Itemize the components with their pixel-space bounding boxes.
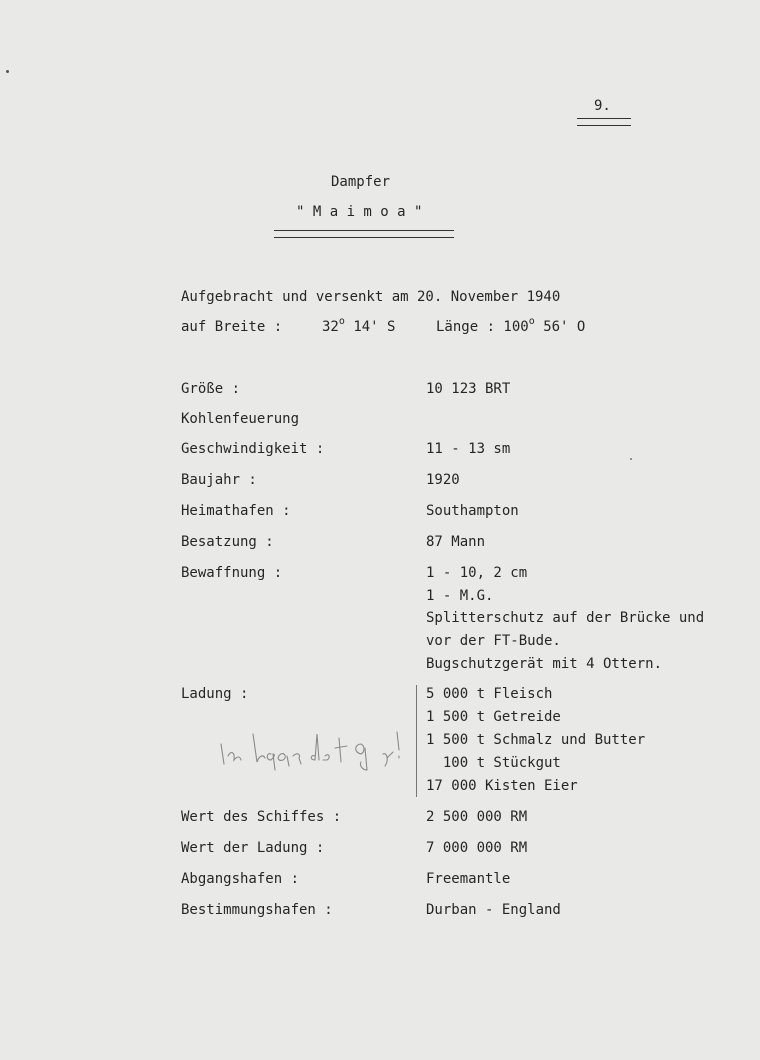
scan-speck [6,70,9,73]
bewaffnung-line: Bugschutzgerät mit 4 Ottern. [426,656,663,672]
handwritten-note-text: In Lager der Prof. [215,726,226,727]
detail-value: Freemantle [426,871,511,887]
bewaffnung-line: vor der FT-Bude. [426,633,561,649]
position-breite-label: auf Breite : [181,319,283,335]
ladung-line: 1 500 t Schmalz und Butter [426,732,646,748]
detail-label: Baujahr : [181,472,257,488]
laenge-label: Länge : 100 [436,319,529,335]
detail-value: 1920 [426,472,460,488]
breite-degree-mark: o [338,316,345,327]
ladung-bracket-line [416,685,417,797]
detail-label: Kohlenfeuerung [181,411,300,427]
detail-value: Durban - England [426,902,561,918]
ladung-line: 100 t Stückgut [426,755,561,771]
heading-vessel-type: Dampfer [331,174,391,190]
bewaffnung-line: 1 - 10, 2 cm [426,565,528,581]
detail-label: Geschwindigkeit : [181,441,325,457]
page-number: 9. [594,98,611,114]
ladung-label: Ladung : [181,686,249,702]
detail-value: 10 123 BRT [426,381,511,397]
position-laenge [436,316,586,337]
laenge-minutes: 56' O [543,319,586,335]
detail-value: 2 500 000 RM [426,809,528,825]
breite-degrees: 32 [322,319,339,335]
heading-vessel-name: " M a i m o a " [296,204,423,220]
detail-label: Heimathafen : [181,503,291,519]
detail-label: Besatzung : [181,534,274,550]
ladung-line: 1 500 t Getreide [426,709,561,725]
laenge-degree-mark: o [528,316,535,327]
detail-value: 11 - 13 sm [426,441,511,457]
position-breite-value [322,316,396,337]
breite-minutes: 14' S [353,319,396,335]
ladung-line: 17 000 Kisten Eier [426,778,578,794]
bewaffnung-label: Bewaffnung : [181,565,283,581]
handwritten-note [215,726,405,772]
detail-value: 87 Mann [426,534,486,550]
detail-value: Southampton [426,503,519,519]
ladung-line: 5 000 t Fleisch [426,686,553,702]
page-number-underline [577,118,631,126]
detail-label: Wert des Schiffes : [181,809,342,825]
detail-label: Bestimmungshafen : [181,902,333,918]
heading-underline [274,230,454,238]
bewaffnung-line: 1 - M.G. [426,588,494,604]
detail-label: Wert der Ladung : [181,840,325,856]
detail-label: Größe : [181,381,241,397]
scan-speck [630,458,632,460]
bewaffnung-line: Splitterschutz auf der Brücke und [426,610,705,626]
detail-value: 7 000 000 RM [426,840,528,856]
detail-label: Abgangshafen : [181,871,300,887]
intro-line: Aufgebracht und versenkt am 20. November 1940 [181,289,561,305]
